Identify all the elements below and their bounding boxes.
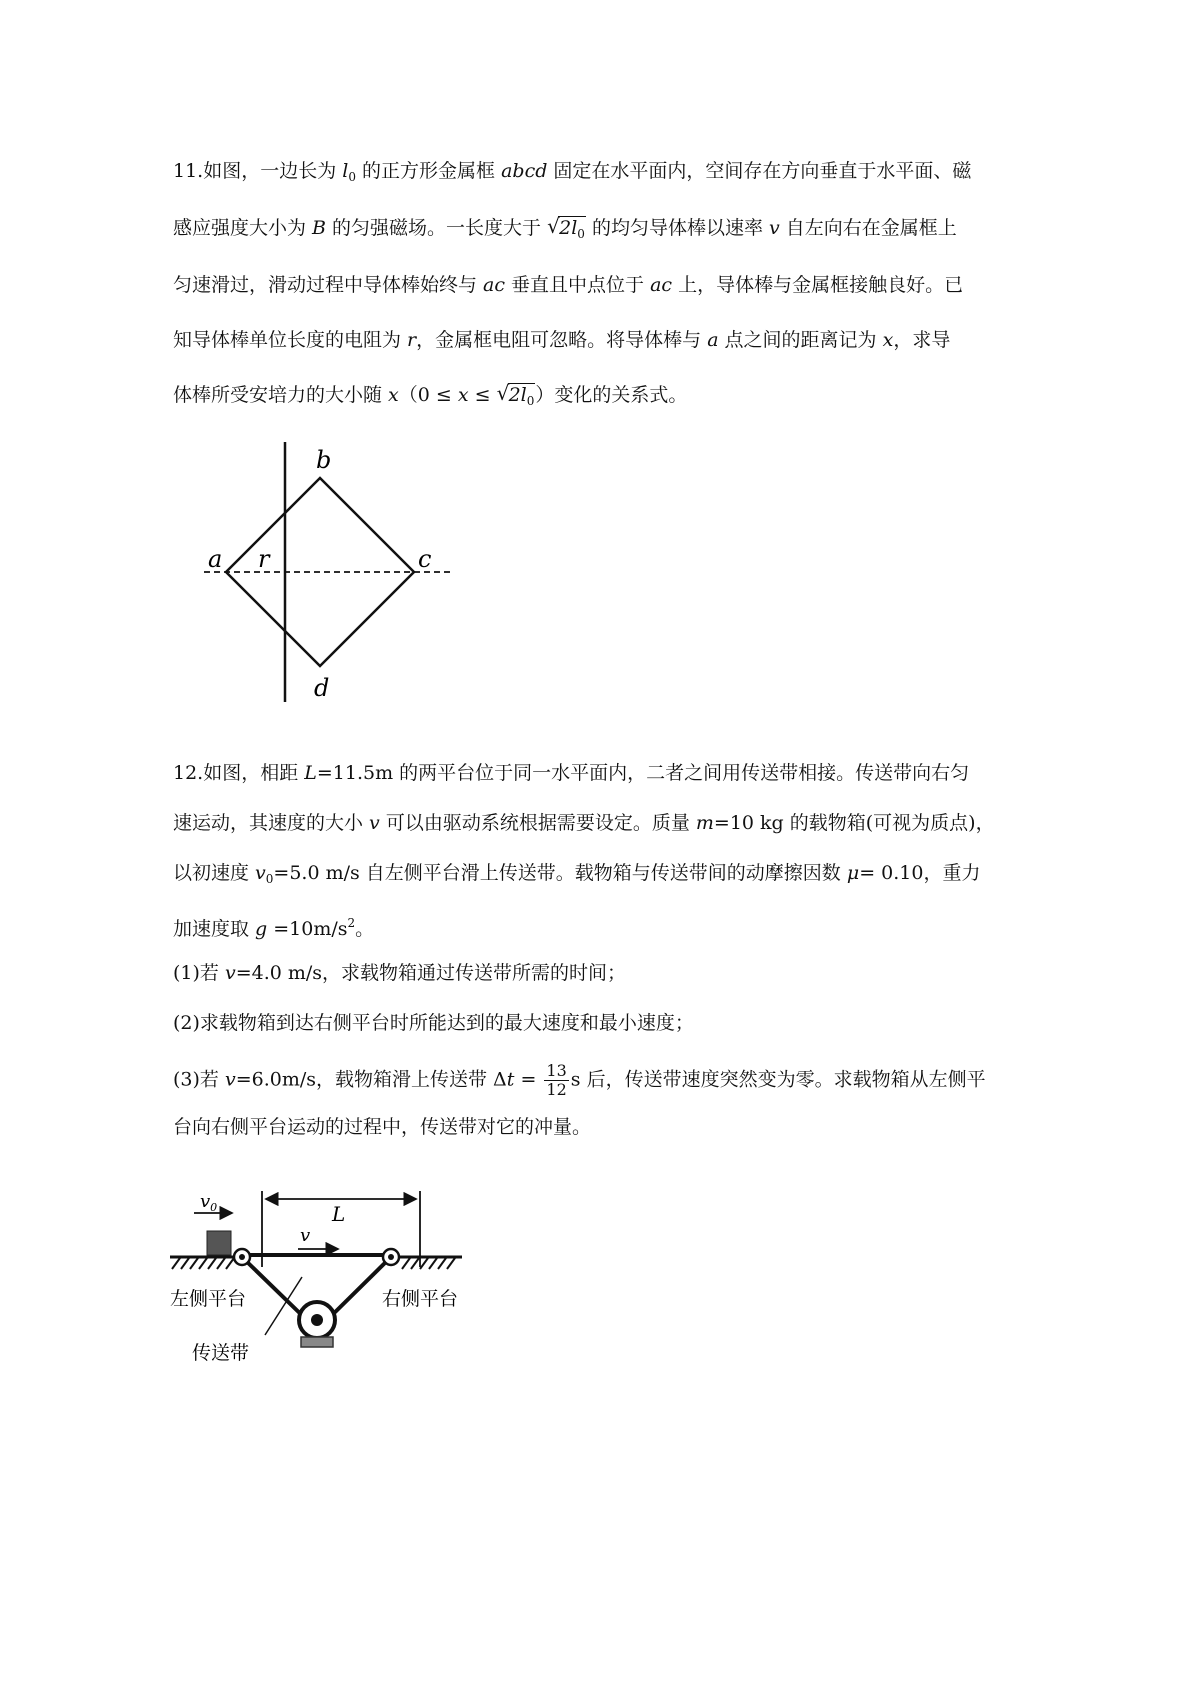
text: =6.0m/s，载物箱滑上传送带 Δ xyxy=(235,1068,507,1091)
right-platform-label: 右侧平台 xyxy=(382,1288,459,1310)
text: 11.如图，一边长为 xyxy=(173,160,343,182)
label-r: r xyxy=(258,545,270,573)
q12-line-3 xyxy=(173,862,980,890)
var-x: x xyxy=(457,384,469,406)
var-mu: μ xyxy=(846,862,860,884)
text: ，求导 xyxy=(893,329,951,351)
q12-line-4 xyxy=(173,912,374,940)
subscript: 0 xyxy=(265,872,274,886)
var-v: v xyxy=(224,1068,236,1091)
text: 台向右侧平台运动的过程中，传送带对它的冲量。 xyxy=(173,1116,592,1138)
text: 自左向右在金属框上 xyxy=(779,217,957,239)
subscript: 0 xyxy=(526,394,535,408)
right-roller-hub xyxy=(388,1254,394,1260)
left-platform-hatch xyxy=(172,1258,234,1269)
text: 垂直且中点位于 xyxy=(505,274,651,296)
text: 匀速滑过，滑动过程中导体棒始终与 xyxy=(173,274,484,296)
belt-label: 传送带 xyxy=(192,1342,250,1364)
q11-figure xyxy=(190,430,460,710)
text: 的正方形金属框 xyxy=(355,160,502,182)
label-d: d xyxy=(314,674,330,702)
text: 感应强度大小为 xyxy=(173,217,313,239)
left-platform-label: 左侧平台 xyxy=(170,1288,247,1310)
var-v0: v xyxy=(255,862,266,884)
text: 上，导体棒与金属框接触良好。已 xyxy=(672,274,964,296)
text: ）变化的关系式。 xyxy=(535,384,688,406)
q11-line-3 xyxy=(173,274,963,296)
q12-sub-2 xyxy=(173,1012,694,1034)
text: 知导体棒单位长度的电阻为 xyxy=(173,329,408,351)
var-v: v xyxy=(369,812,380,834)
var-B: B xyxy=(312,217,327,239)
text: （ xyxy=(398,384,418,406)
var-L: L xyxy=(304,762,317,784)
text: =5.0 m/s 自左侧平台滑上传送带。载物箱与传送带间的动摩擦因数 xyxy=(273,862,847,884)
label-L: L xyxy=(332,1202,346,1226)
text: =10 kg 的载物箱(可视为质点)， xyxy=(713,812,995,834)
fraction xyxy=(544,1062,568,1099)
text: ≤ xyxy=(468,384,497,406)
text: 速运动，其速度的大小 xyxy=(173,812,370,834)
var-abcd: abcd xyxy=(501,160,548,182)
var-v: v xyxy=(224,962,236,984)
var-ac: ac xyxy=(650,274,673,296)
sqrt-content: 2l xyxy=(508,384,527,406)
var-ac: ac xyxy=(483,274,506,296)
q11-line-5 xyxy=(173,384,687,412)
q11-line-1 xyxy=(173,160,971,188)
label-c: c xyxy=(418,545,432,573)
var-l: l xyxy=(342,160,349,182)
drive-wheel-hub xyxy=(311,1314,323,1326)
text: 12.如图，相距 xyxy=(173,762,305,784)
sqrt-expression xyxy=(547,217,586,245)
sqrt-content: 2l xyxy=(559,217,578,239)
var-x: x xyxy=(388,384,399,406)
text: 以初速度 xyxy=(173,862,256,884)
var-g: g xyxy=(255,918,268,940)
var-a: a xyxy=(707,329,719,351)
numerator: 13 xyxy=(546,1061,567,1080)
sqrt-expression xyxy=(497,384,536,412)
text: =11.5m 的两平台位于同一水平面内，二者之间用传送带相接。传送带向右匀 xyxy=(316,762,970,784)
q11-line-4 xyxy=(173,329,950,351)
var-t: t xyxy=(506,1068,515,1091)
q12-sub-1 xyxy=(173,962,626,984)
left-roller-hub xyxy=(239,1254,245,1260)
text: = 0.10，重力 xyxy=(859,862,981,884)
subscript: 0 xyxy=(577,227,585,241)
text: ，金属框电阻可忽略。将导体棒与 xyxy=(416,329,708,351)
drive-base xyxy=(301,1337,333,1347)
cargo-box xyxy=(207,1231,231,1255)
text: =4.0 m/s，求载物箱通过传送带所需的时间； xyxy=(235,962,627,984)
superscript: 2 xyxy=(347,916,356,930)
text: 的匀强磁场。一长度大于 xyxy=(326,217,548,239)
text: 可以由驱动系统根据需要设定。质量 xyxy=(379,812,696,834)
denominator: 12 xyxy=(546,1080,567,1099)
right-platform-hatch xyxy=(402,1258,455,1269)
q12-sub-3 xyxy=(173,1062,986,1099)
var-x: x xyxy=(882,329,894,351)
var-m: m xyxy=(695,812,714,834)
label-b: b xyxy=(316,446,332,474)
q11-line-2 xyxy=(173,217,957,245)
text: 0 ≤ xyxy=(417,384,458,406)
label-v: v xyxy=(300,1225,311,1246)
label-a: a xyxy=(208,545,223,573)
q12-sub-3-cont xyxy=(173,1116,591,1138)
label-v0: $v_0$ xyxy=(200,1191,218,1214)
var-r: r xyxy=(407,329,417,351)
text: = xyxy=(514,1068,543,1091)
text: 固定在水平面内，空间存在方向垂直于水平面、磁 xyxy=(547,160,972,182)
text: (2)求载物箱到达右侧平台时所能达到的最大速度和最小速度； xyxy=(173,1012,694,1034)
text: (1)若 xyxy=(173,962,225,984)
text: s 后，传送带速度突然变为零。求载物箱从左侧平 xyxy=(570,1068,986,1091)
var-v: v xyxy=(769,217,780,239)
text: 点之间的距离记为 xyxy=(718,329,883,351)
text: 。 xyxy=(355,918,375,940)
text: 体棒所受安培力的大小随 xyxy=(173,384,389,406)
text: 的均匀导体棒以速率 xyxy=(585,217,770,239)
text: (3)若 xyxy=(173,1068,225,1091)
subscript: 0 xyxy=(348,170,356,184)
q12-line-1 xyxy=(173,762,969,784)
text: 加速度取 xyxy=(173,918,256,940)
q12-line-2 xyxy=(173,812,995,834)
q12-figure xyxy=(170,1185,530,1375)
text: =10m/s xyxy=(267,918,348,940)
